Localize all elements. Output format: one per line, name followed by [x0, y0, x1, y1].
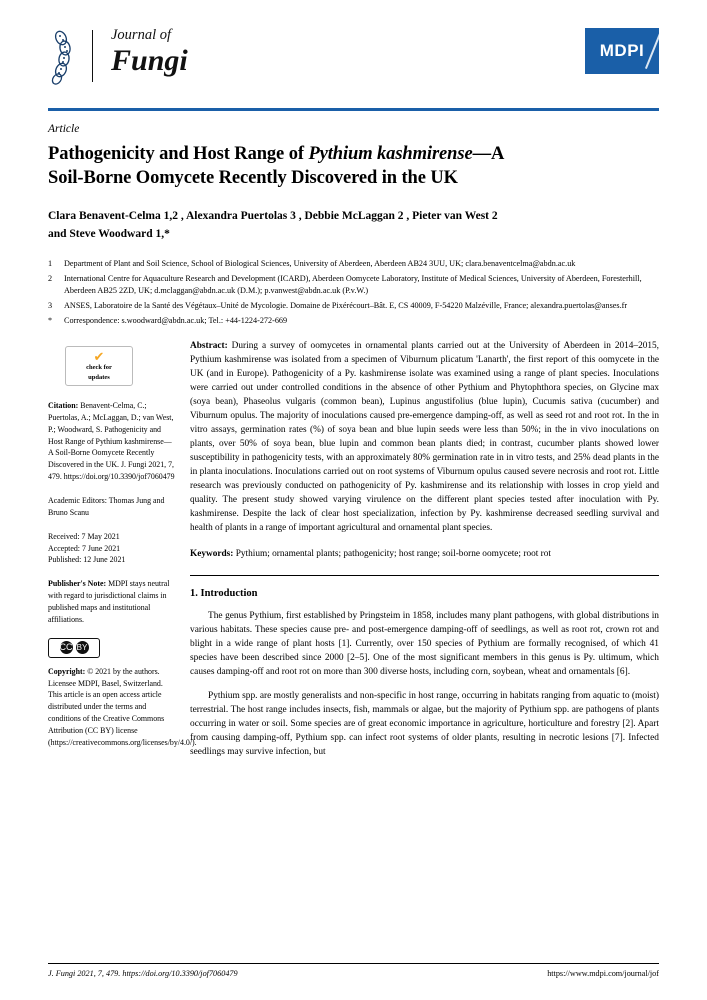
keywords-label: Keywords: — [190, 548, 234, 559]
check-for-updates-badge[interactable] — [64, 346, 134, 386]
mdpi-logo[interactable] — [585, 28, 659, 74]
affiliation-row — [48, 273, 659, 297]
affiliation-number: * — [48, 315, 53, 325]
by-circle-icon: BY — [76, 641, 89, 654]
check-icon: ✔ — [93, 349, 105, 365]
publisher-note-text: MDPI stays neutral with regard to jurisdictional claims in published maps and institutional affiliations. — [48, 579, 170, 624]
title-species: Pythium kashmirense — [308, 144, 473, 164]
cc-circle-icon: CC — [60, 641, 73, 654]
affiliation-text: International Centre for Aquaculture Research and Development (ICARD), Aberdeen Oomycete Laboratory, Institute of Medical Sciences, University of Aberdeen, Foresterhill, Aberdeen AB25 2ZD, UK; d.mclaggan@abdn.ac.uk (D.M.); p.vanwest@abdn.ac.uk (P.v.W.) — [64, 273, 642, 295]
publisher-note-label: Publisher's Note: — [48, 579, 107, 589]
abstract-text: During a survey of oomycetes in ornamental plants carried out at the University of Aberdeen in 2014–2015, Pythium kashmirense was isolated from a specimen of Viburnum plicatum 'Lanarth', the first report of this oomycete in the UK (and in Europe). Pathogenicity of a Py. kashmirense isolate was examined using a range of plant species. Inoculations were carried out under controlled conditions in the absence of other Pythium and Phytophthora species, on Glycine max (soya bean), Phaseolus vulgaris (common bean), Lupinus angustifolius (blue lupin), Cucumis sativa (cucumber) and Viburnum opulus. The majority of inoculations caused pre-emergence damping-off, as well as seed rot and root rot. In the in vitro assays, germination rates (%) of soya bean and blue lupin seeds were less than 50%; in the in vivo inoculations on plants, over 50% of soya bean, blue lupin and common bean plants died; in contrast, cucumber plants showed lower susceptibility in pathogenicity tests, with an approximately 80% germination rate in in vitro tests, and 25% dead plants in the in planta inoculations. Inoculations carried out on root systems of Viburnum opulus caused severe necrosis and root rot. Little research was previously conducted on pathogenicity of Py. kashmirense and its relationship with losses in crop yield and quality. The present study showed varying virulence on the different plant species tested after inoculation with Py. kashmirense. Despite the lack of clear host specialization, infection by Py. kashmirense decreased seedling survival and health of plants in a range of important agricultural and ornamental plant species. — [190, 341, 659, 533]
section-divider — [190, 575, 659, 576]
footer-citation: J. Fungi 2021, 7, 479. https://doi.org/10.3390/jof7060479 — [48, 969, 238, 978]
keywords — [190, 548, 659, 562]
check-updates-box — [65, 346, 133, 386]
authors-line2: and Steve Woodward 1,* — [48, 228, 170, 241]
affiliations — [48, 258, 659, 326]
footer-journal-url[interactable]: https://www.mdpi.com/journal/jof — [547, 969, 659, 978]
body-columns — [48, 340, 659, 768]
intro-paragraph-2: Pythium spp. are mostly generalists and non-specific in host range, occurring in habitats ranging from aquatic to (moist) terrestrial. The host range includes insects, fish, mammals or algae, but the majority of Pythium spp. are pathogens of plants occurring in water or soil. Some species are of great economic importance in agriculture, horticulture and forestry [2]. Apart from causing damping-off, Pythium spp. can infect root systems of older plants, resulting in necrotic lesions [7]. Infected seedlings may survive infection, but — [190, 690, 659, 758]
accepted-date: Accepted: 7 June 2021 — [48, 543, 121, 553]
check-updates-line2: updates — [88, 374, 110, 382]
journal-line2: Fungi — [111, 43, 188, 77]
affiliation-number: 1 — [48, 258, 53, 268]
copyright-text: © 2021 by the authors. Licensee MDPI, Basel, Switzerland. This article is an open access article distributed under the terms and conditions of the Creative Commons Attribution (CC BY) license (https://creativecommons.org/licenses/by/4.0/). — [48, 666, 197, 747]
affiliation-text: ANSES, Laboratoire de la Santé des Végétaux–Unité de Mycologie. Domaine de Pixérécourt–Bât. E, CS 40009, F-54220 Malzéville, France; alexandra.puertolas@anses.fr — [64, 300, 628, 310]
page-title — [48, 143, 659, 190]
logo-divider — [92, 30, 93, 82]
check-updates-line1: check for — [86, 364, 112, 372]
affiliation-row — [48, 258, 659, 270]
abstract-label: Abstract: — [190, 341, 228, 352]
dates-block — [48, 531, 176, 567]
affiliation-row — [48, 315, 659, 327]
journal-name — [103, 28, 188, 76]
publisher-note — [48, 578, 176, 625]
copyright-block — [48, 666, 197, 749]
main-content — [190, 340, 659, 768]
intro-paragraph-1: The genus Pythium, first established by Pringsteim in 1858, includes many plant pathogens, with global distributions in various habitats. These species cause pre- and post-emergence damping-off of seedlings, as well as root rot, crown rot and blight in a wide range of plant hosts [1]. Currently, over 150 species of Pythium are formally recognised, of which 41 species have been described since 2000 [2–5]. One of the most significant members in this genus is Py. ultimum, which causes damping-off and root rot on more than 300 diverse hosts, including corn, soybean, wheat and ornamentals [6]. — [190, 610, 659, 678]
page-footer — [48, 963, 659, 978]
affiliation-number: 3 — [48, 300, 53, 310]
mdpi-label: MDPI — [599, 41, 645, 60]
authors-line1: Clara Benavent-Celma 1,2 , Alexandra Puertolas 3 , Debbie McLaggan 2 , Pieter van West 2 — [48, 210, 498, 223]
affiliation-number: 2 — [48, 273, 53, 283]
citation-text: Benavent-Celma, C.; Puertolas, A.; McLaggan, D.; van West, P.; Woodward, S. Pathogenicity and Host Range of Pythium kashmirense—A Soil-Borne Oomycete Recently Discovered in the UK. J. Fungi 2021, 7, 479. https://doi.org/10.3390/jof7060479 — [48, 400, 175, 482]
author-list — [48, 208, 659, 244]
title-part-b: —A — [472, 144, 505, 164]
header-rule — [48, 108, 659, 111]
affiliation-text: Correspondence: s.woodward@abdn.ac.uk; Tel.: +44-1224-272-669 — [64, 315, 288, 325]
academic-editors: Academic Editors: Thomas Jung and Bruno Scanu — [48, 495, 165, 517]
journal-logo — [48, 28, 188, 84]
keywords-text: Pythium; ornamental plants; pathogenicity; host range; soil-borne oomycete; root rot — [233, 548, 551, 559]
mdpi-slash — [645, 33, 661, 69]
creative-commons-icon — [48, 638, 100, 658]
affiliation-text: Department of Plant and Soil Science, School of Biological Sciences, University of Aberdeen, Aberdeen AB24 3UU, UK; clara.benaventcelma@abdn.ac.uk — [64, 258, 576, 268]
masthead — [48, 28, 659, 102]
fungi-logo-icon — [48, 28, 82, 84]
article-type: Article — [48, 123, 80, 135]
citation-label: Citation: — [48, 400, 79, 410]
journal-line1: Journal of — [111, 27, 172, 43]
received-date: Received: 7 May 2021 — [48, 531, 120, 541]
citation-block — [48, 400, 176, 483]
affiliation-row — [48, 300, 659, 312]
copyright-label: Copyright: — [48, 666, 86, 676]
sidebar — [48, 340, 197, 768]
published-date: Published: 12 June 2021 — [48, 555, 126, 565]
footer-rule — [48, 963, 659, 964]
section-heading-introduction: 1. Introduction — [190, 588, 258, 600]
title-line2: Soil-Borne Oomycete Recently Discovered in the UK — [48, 167, 458, 188]
abstract — [190, 340, 659, 535]
title-part-a: Pathogenicity and Host Range of — [48, 144, 309, 164]
